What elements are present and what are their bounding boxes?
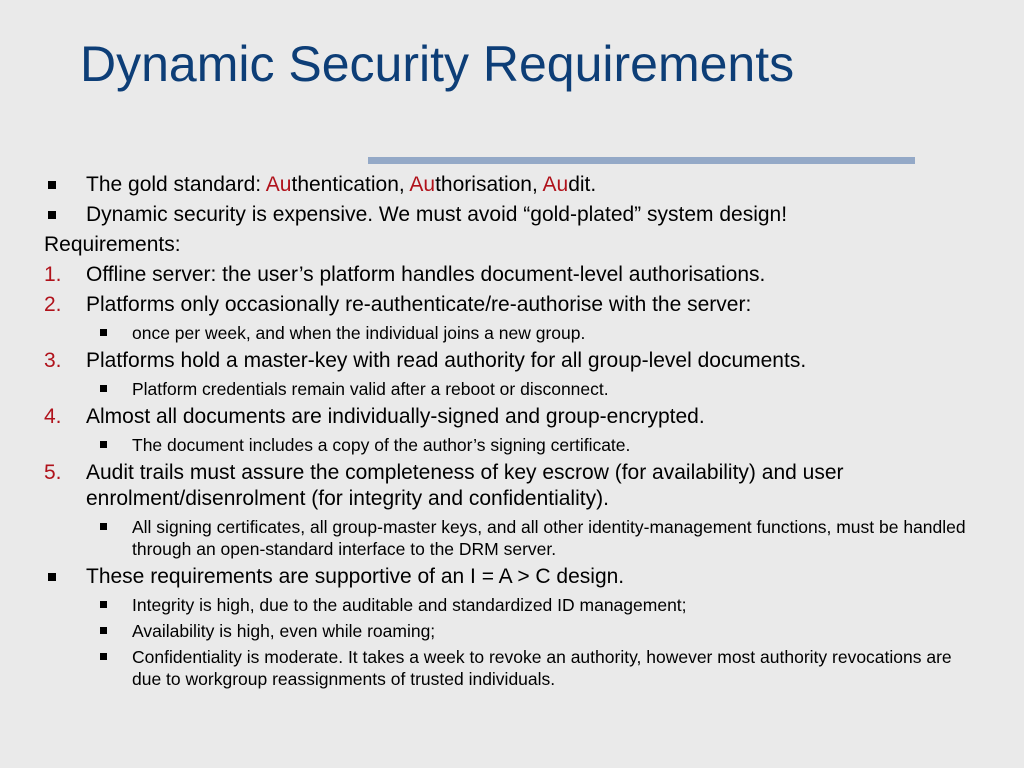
gold-rest-2: thorisation, [435, 173, 543, 196]
sub-bullet-confidentiality [44, 644, 984, 692]
bullet-supportive [44, 562, 984, 592]
sub-bullet-text: Platform credentials remain valid after a reboot or disconnect. [132, 379, 609, 399]
au-highlight-3: Au [542, 173, 569, 196]
requirement-number: 1. [44, 263, 62, 286]
square-bullet-icon [48, 573, 56, 581]
sub-bullet-r4 [44, 432, 984, 458]
requirement-1 [44, 260, 984, 290]
gold-prefix: The gold standard: [86, 173, 266, 196]
requirement-text: Offline server: the user’s platform handles document-level authorisations. [86, 263, 766, 286]
slide-body [44, 170, 984, 692]
requirement-3 [44, 346, 984, 376]
square-bullet-icon [48, 211, 56, 219]
requirement-2 [44, 290, 984, 320]
requirement-text: Audit trails must assure the completeness of key escrow (for availability) and user enrolment/disenrolment (for integrity and confidentiality). [86, 461, 844, 510]
requirement-number: 5. [44, 461, 62, 484]
square-bullet-icon [100, 441, 107, 448]
requirement-text: Platforms hold a master-key with read authority for all group-level documents. [86, 349, 807, 372]
sub-bullet-availability [44, 618, 984, 644]
gold-rest-3: dit. [568, 173, 597, 196]
title-underline [368, 157, 915, 164]
square-bullet-icon [100, 627, 107, 634]
square-bullet-icon [100, 523, 107, 530]
au-highlight-1: Au [265, 173, 292, 196]
requirement-text: Platforms only occasionally re-authenticate/re-authorise with the server: [86, 293, 752, 316]
requirement-text: Almost all documents are individually-signed and group-encrypted. [86, 405, 705, 428]
gold-rest-1: thentication, [291, 173, 410, 196]
square-bullet-icon [100, 601, 107, 608]
bullet-gold-standard [44, 170, 984, 200]
requirement-number: 3. [44, 349, 62, 372]
square-bullet-icon [48, 181, 56, 189]
square-bullet-icon [100, 653, 107, 660]
sub-bullet-r2 [44, 320, 984, 346]
sub-bullet-text: Integrity is high, due to the auditable and standardized ID management; [132, 595, 687, 615]
bullet-expensive [44, 200, 984, 230]
slide-title: Dynamic Security Requirements [80, 36, 795, 92]
requirement-number: 2. [44, 293, 62, 316]
square-bullet-icon [100, 385, 107, 392]
sub-bullet-text: Confidentiality is moderate. It takes a week to revoke an authority, however most authority revocations are due to workgroup reassignments of trusted individuals. [132, 647, 952, 689]
sub-bullet-text: once per week, and when the individual joins a new group. [132, 323, 586, 343]
sub-bullet-r5 [44, 514, 984, 562]
requirement-number: 4. [44, 405, 62, 428]
au-highlight-2: Au [409, 173, 436, 196]
sub-bullet-text: The document includes a copy of the author’s signing certificate. [132, 435, 631, 455]
supportive-text: These requirements are supportive of an I = A > C design. [86, 565, 625, 588]
sub-bullet-integrity [44, 592, 984, 618]
sub-bullet-r3 [44, 376, 984, 402]
square-bullet-icon [100, 329, 107, 336]
sub-bullet-text: All signing certificates, all group-master keys, and all other identity-management functions, must be handled through an open-standard interface to the DRM server. [132, 517, 966, 559]
requirement-4 [44, 402, 984, 432]
requirement-5 [44, 458, 984, 514]
sub-bullet-text: Availability is high, even while roaming; [132, 621, 436, 641]
expensive-text: Dynamic security is expensive. We must avoid “gold-plated” system design! [86, 203, 788, 226]
requirements-heading: Requirements: [44, 233, 181, 256]
